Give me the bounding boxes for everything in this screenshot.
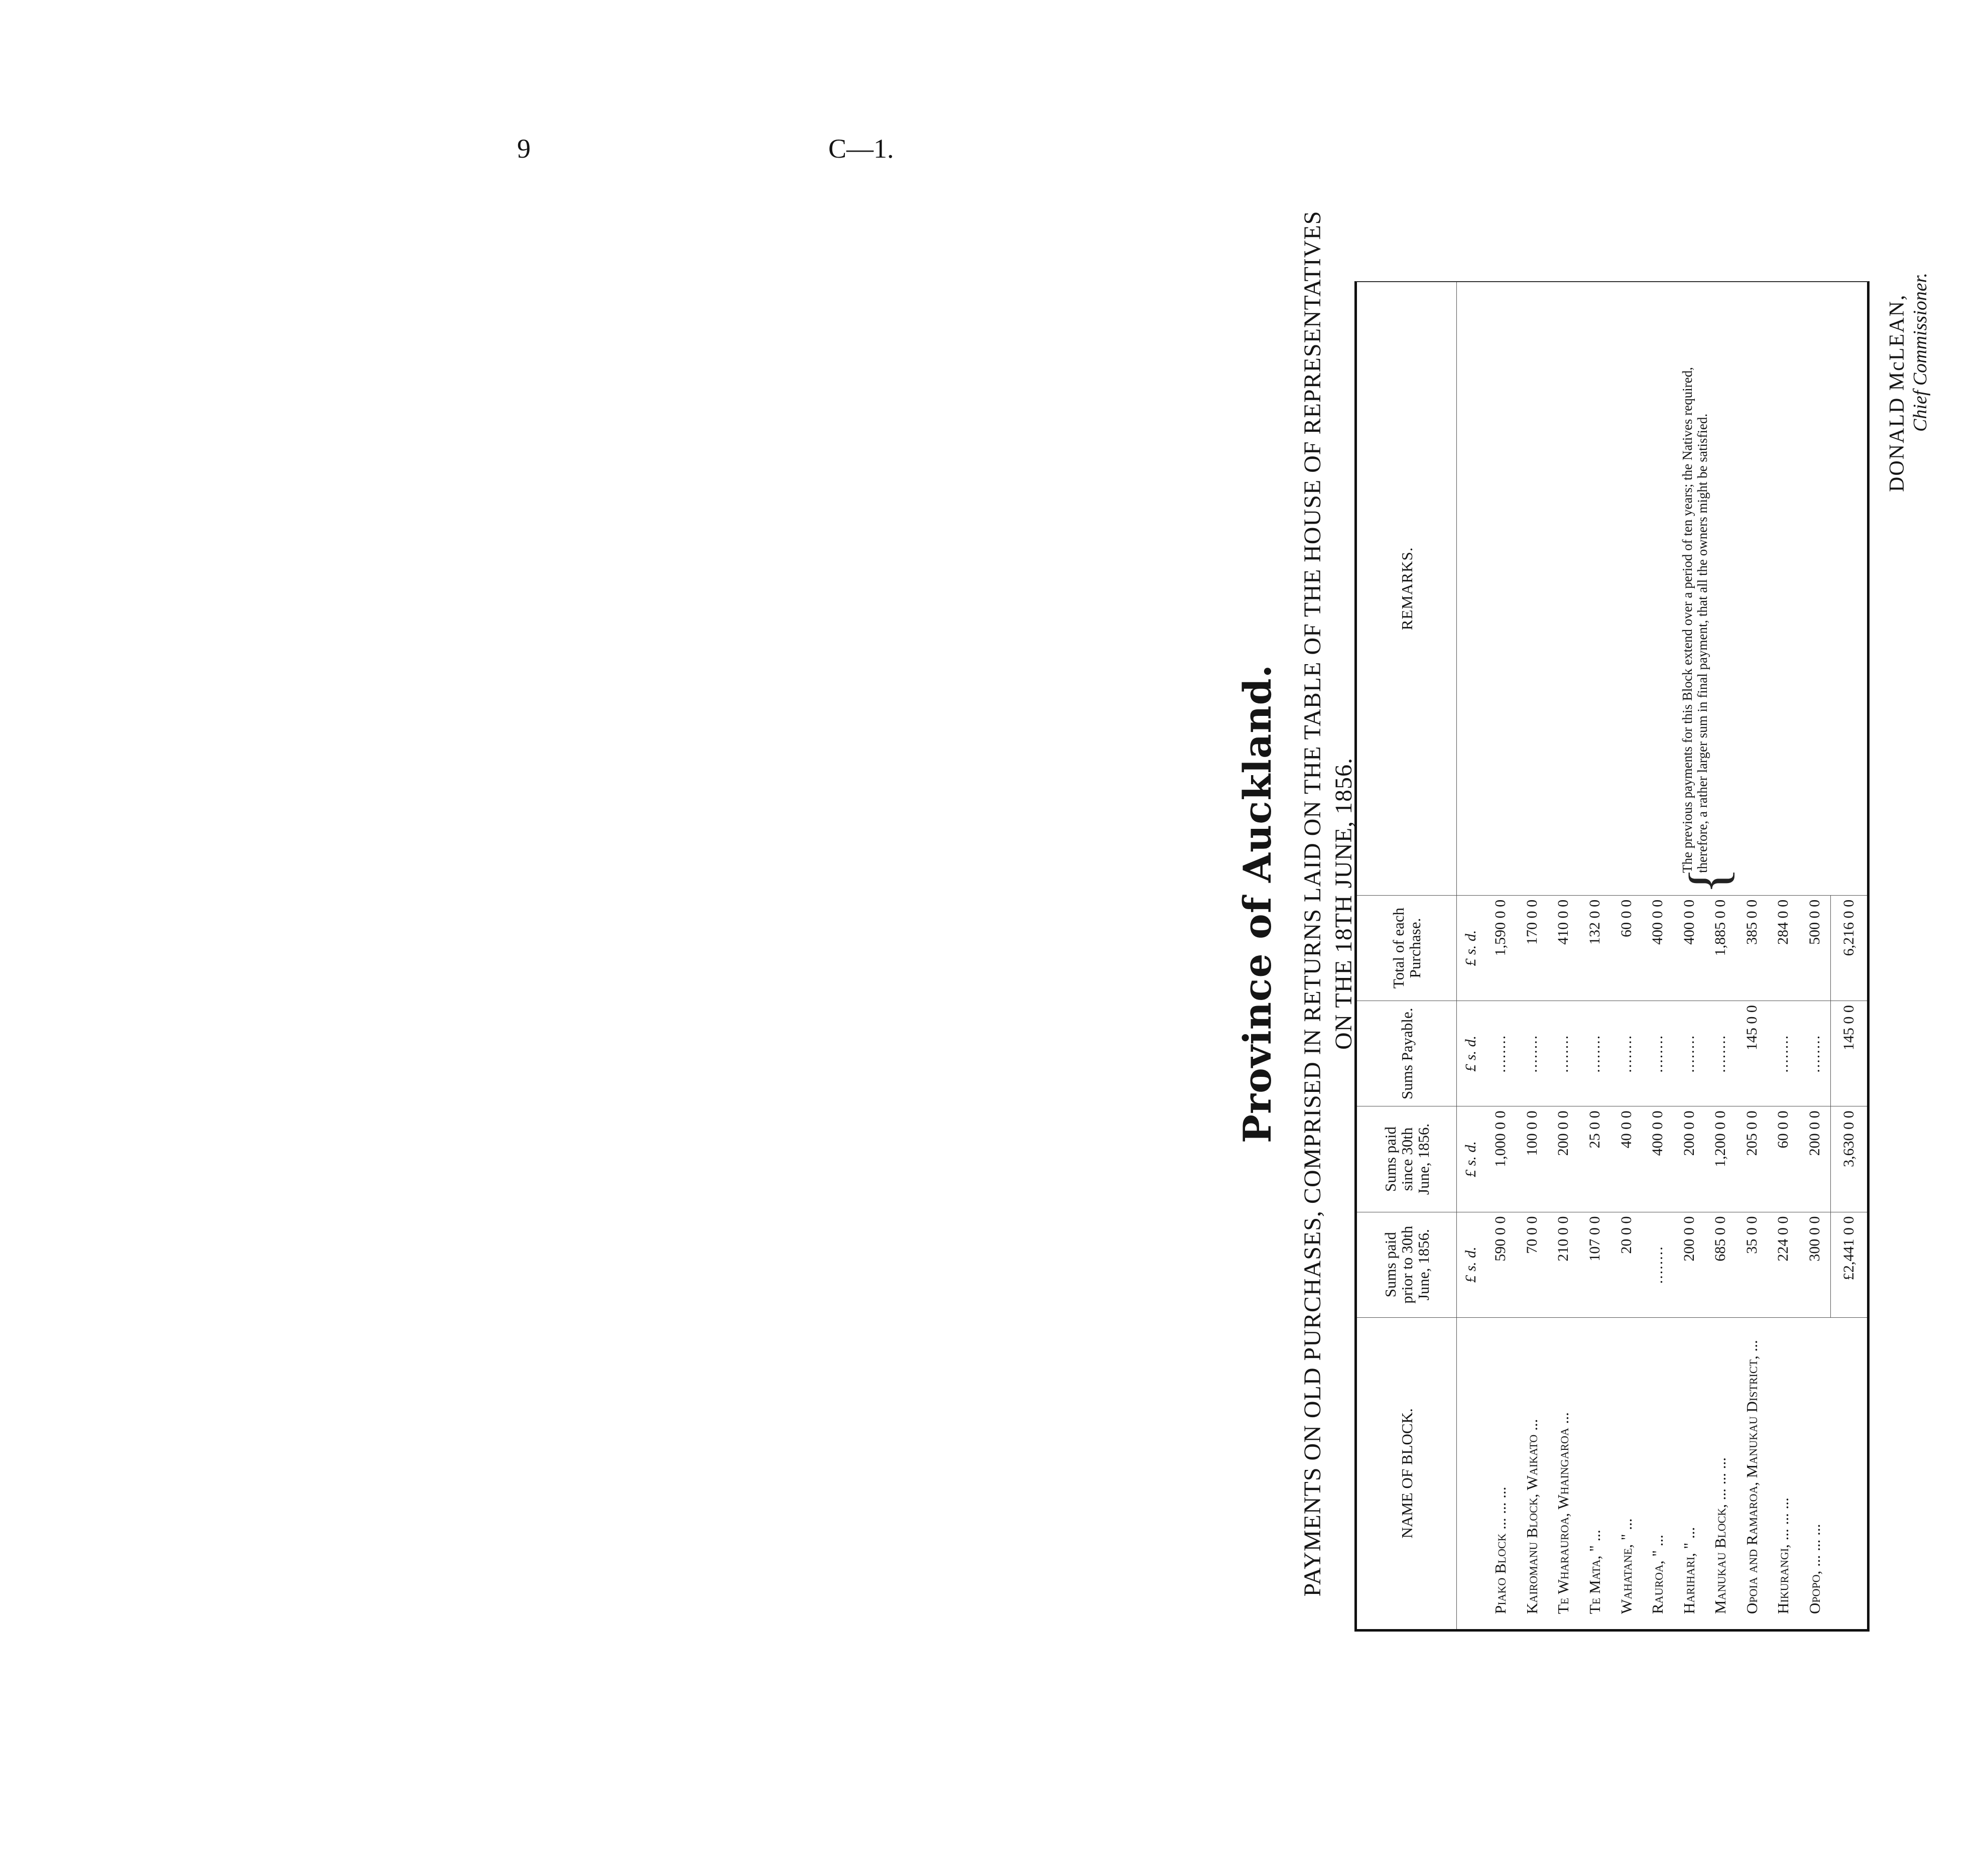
document-reference: C—1.	[828, 134, 894, 164]
units-remarks-blank	[1457, 282, 1485, 895]
block-name-text: Piako Block ... ... ...	[1492, 1486, 1510, 1614]
units-total: £ s. d.	[1457, 895, 1485, 1001]
since-cell: 1,000 0 0	[1485, 1106, 1517, 1212]
since-cell: 1,200 0 0	[1705, 1106, 1736, 1212]
block-name-text: Opopo, ... ... ...	[1806, 1524, 1824, 1614]
table-row	[1610, 282, 1642, 1629]
block-name-text: Rauroa, " ...	[1649, 1534, 1667, 1614]
block-name	[1705, 1317, 1736, 1629]
block-name-text: Te Wharauroa, Whaingaroa ...	[1554, 1412, 1572, 1614]
payable-cell: ........	[1642, 1001, 1674, 1106]
block-name	[1799, 1317, 1831, 1629]
block-name	[1768, 1317, 1799, 1629]
page-number: 9	[517, 134, 531, 164]
payable-cell: ........	[1673, 1001, 1705, 1106]
table-row	[1485, 282, 1517, 1629]
col-header-remarks: REMARKS.	[1357, 282, 1457, 895]
signature-block	[1885, 273, 1931, 492]
table-row	[1579, 282, 1611, 1629]
total-cell: 400 0 0	[1673, 895, 1705, 1001]
province-title: Province of Auckland.	[1235, 664, 1280, 1144]
total-cell: 400 0 0	[1642, 895, 1674, 1001]
block-name	[1673, 1317, 1705, 1629]
remarks-cell	[1485, 282, 1517, 895]
remarks-cell	[1642, 282, 1674, 895]
prior-cell: 35 0 0	[1736, 1212, 1768, 1317]
remarks-cell	[1579, 282, 1611, 895]
block-name	[1642, 1317, 1674, 1629]
payable-cell: ........	[1610, 1001, 1642, 1106]
prior-cell: 590 0 0	[1485, 1212, 1517, 1317]
remarks-cell	[1517, 282, 1548, 895]
table-row	[1736, 282, 1768, 1629]
main-title-subline: ON THE 18TH JUNE, 1856.	[1330, 757, 1357, 1050]
block-name-text: Te Mata, " ...	[1585, 1530, 1603, 1614]
total-cell: 385 0 0	[1736, 895, 1768, 1001]
brace-icon: {	[1677, 867, 1739, 894]
prior-cell: 200 0 0	[1673, 1212, 1705, 1317]
totals-row	[1831, 282, 1867, 1629]
table-row	[1642, 282, 1674, 1629]
units-prior: £ s. d.	[1457, 1212, 1485, 1317]
prior-cell: 210 0 0	[1548, 1212, 1579, 1317]
remarks-cell	[1736, 282, 1768, 895]
rotated-content	[1054, 80, 1988, 1727]
payable-cell: ........	[1548, 1001, 1579, 1106]
total-cell: 1,885 0 0	[1705, 895, 1736, 1001]
total-cell: 132 0 0	[1579, 895, 1611, 1001]
table-row	[1705, 282, 1736, 1629]
units-blank	[1457, 1317, 1485, 1629]
block-name	[1517, 1317, 1548, 1629]
block-name	[1485, 1317, 1517, 1629]
signatory-title: Chief Commissioner.	[1910, 273, 1931, 432]
totals-label-blank	[1831, 1317, 1867, 1629]
since-cell: 200 0 0	[1548, 1106, 1579, 1212]
payable-cell: ........	[1485, 1001, 1517, 1106]
since-cell: 40 0 0	[1610, 1106, 1642, 1212]
col-header-total: Total of each Purchase.	[1357, 895, 1457, 1001]
block-name-text: Wahatane, " ...	[1617, 1518, 1635, 1614]
since-cell: 200 0 0	[1799, 1106, 1831, 1212]
table-row	[1799, 282, 1831, 1629]
since-cell: 200 0 0	[1673, 1106, 1705, 1212]
heading	[1235, 80, 1359, 1727]
prior-cell: 300 0 0	[1799, 1212, 1831, 1317]
col-header-name: NAME OF BLOCK.	[1357, 1317, 1457, 1629]
block-name-text: Manukau Block, ... ... ...	[1711, 1457, 1729, 1614]
block-name	[1579, 1317, 1611, 1629]
since-cell: 100 0 0	[1517, 1106, 1548, 1212]
remarks-cell	[1610, 282, 1642, 895]
since-cell: 25 0 0	[1579, 1106, 1611, 1212]
units-since: £ s. d.	[1457, 1106, 1485, 1212]
block-name	[1548, 1317, 1579, 1629]
payable-cell: ........	[1768, 1001, 1799, 1106]
payable-cell: ........	[1799, 1001, 1831, 1106]
purchases-table-frame	[1354, 281, 1870, 1632]
main-title: PAYMENTS ON OLD PURCHASES, COMPRISED IN RETURNS LAID ON THE TABLE OF THE HOUSE OF REPRESENTATIVES	[1299, 210, 1326, 1597]
col-header-payable: Sums Payable.	[1357, 1001, 1457, 1106]
block-name-text: Hikurangi, ... ... ...	[1774, 1498, 1792, 1614]
remarks-cell	[1799, 282, 1831, 895]
total-cell: 284 0 0	[1768, 895, 1799, 1001]
total-prior: £2,441 0 0	[1831, 1212, 1867, 1317]
block-name-text: Harihari, " ...	[1680, 1527, 1698, 1614]
payable-cell: ........	[1705, 1001, 1736, 1106]
units-row	[1457, 282, 1485, 1629]
block-name-text: Kairomanu Block, Waikato ...	[1523, 1419, 1541, 1614]
remarks-cell	[1548, 282, 1579, 895]
remarks-cell-manukau	[1677, 282, 1739, 895]
payable-cell: 145 0 0	[1736, 1001, 1768, 1106]
total-cell: 170 0 0	[1517, 895, 1548, 1001]
table-row	[1768, 282, 1799, 1629]
total-payable: 145 0 0	[1831, 1001, 1867, 1106]
prior-cell: 224 0 0	[1768, 1212, 1799, 1317]
block-name	[1736, 1317, 1768, 1629]
total-since: 3,630 0 0	[1831, 1106, 1867, 1212]
prior-cell: 70 0 0	[1517, 1212, 1548, 1317]
block-name-text: Opoia and Ramaroa, Manukau District, ...	[1743, 1340, 1761, 1614]
signatory-name: DONALD McLEAN,	[1886, 294, 1909, 492]
since-cell: 205 0 0	[1736, 1106, 1768, 1212]
table-row	[1548, 282, 1579, 1629]
col-header-since: Sums paid since 30th June, 1856.	[1357, 1106, 1457, 1212]
remark-text: The previous payments for this Block extend over a period of ten years; the Natives required, therefore, a rather larger sum in final payment, that all the owners might be satisfied.	[1679, 367, 1710, 873]
since-cell: 60 0 0	[1768, 1106, 1799, 1212]
purchases-table	[1357, 282, 1867, 1629]
table-row	[1517, 282, 1548, 1629]
block-name	[1610, 1317, 1642, 1629]
prior-cell: ........	[1642, 1212, 1674, 1317]
col-header-prior: Sums paid prior to 30th June, 1856.	[1357, 1212, 1457, 1317]
total-total: 6,216 0 0	[1831, 895, 1867, 1001]
remarks-cell	[1768, 282, 1799, 895]
total-cell: 60 0 0	[1610, 895, 1642, 1001]
table-header-row	[1357, 282, 1457, 1629]
total-cell: 1,590 0 0	[1485, 895, 1517, 1001]
totals-remarks-blank	[1831, 282, 1867, 895]
since-cell: 400 0 0	[1642, 1106, 1674, 1212]
total-cell: 410 0 0	[1548, 895, 1579, 1001]
units-payable: £ s. d.	[1457, 1001, 1485, 1106]
total-cell: 500 0 0	[1799, 895, 1831, 1001]
payable-cell: ........	[1517, 1001, 1548, 1106]
prior-cell: 685 0 0	[1705, 1212, 1736, 1317]
prior-cell: 107 0 0	[1579, 1212, 1611, 1317]
prior-cell: 20 0 0	[1610, 1212, 1642, 1317]
payable-cell: ........	[1579, 1001, 1611, 1106]
